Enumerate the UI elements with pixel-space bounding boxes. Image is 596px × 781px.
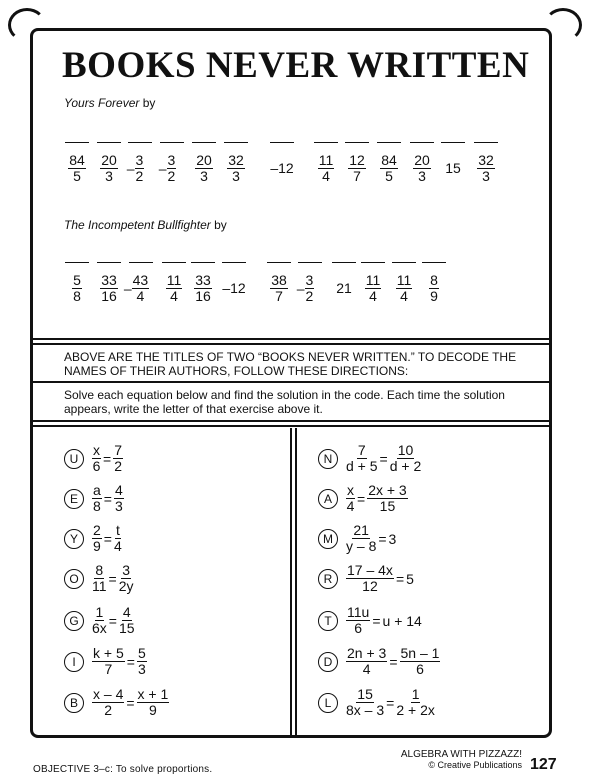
code-fraction-numerator: 84	[381, 152, 397, 168]
code-fraction-numerator: 33	[101, 272, 117, 288]
code-fraction	[365, 273, 382, 304]
exercise-l	[318, 687, 435, 718]
answer-blank[interactable]	[441, 142, 465, 143]
right-fraction	[114, 523, 122, 554]
series-name: ALGEBRA WITH PIZZAZZ!	[400, 749, 522, 760]
code-fraction-denominator: 4	[136, 288, 145, 304]
code-fraction	[429, 273, 439, 304]
code-slot	[190, 262, 216, 304]
exercise-g	[64, 605, 135, 636]
code-fraction-denominator: 4	[170, 288, 178, 304]
right-fraction	[119, 563, 134, 594]
answer-blank[interactable]	[191, 262, 215, 263]
right-value: 3	[388, 530, 397, 547]
left-fraction-denominator: 12	[362, 578, 378, 594]
right-fraction-numerator: 10	[397, 442, 414, 458]
right-fraction-denominator: d + 2	[389, 458, 422, 474]
code-fraction-denominator: 7	[353, 168, 361, 184]
code-fraction-numerator: 84	[69, 152, 85, 168]
answer-blank[interactable]	[361, 262, 385, 263]
page-title: BOOKS NEVER WRITTEN	[62, 45, 530, 86]
code-slot	[161, 262, 187, 304]
exercise-t	[318, 605, 422, 636]
exercise-letter-badge: U	[64, 449, 84, 469]
exercise-letter-badge: O	[64, 569, 84, 589]
right-fraction	[113, 443, 123, 474]
book2-by: by	[214, 218, 227, 232]
code-fraction	[318, 153, 335, 184]
left-fraction-numerator: 8	[95, 562, 104, 578]
code-slot	[440, 142, 466, 176]
equals-sign: =	[108, 612, 117, 629]
answer-blank[interactable]	[192, 142, 216, 143]
left-fraction	[92, 563, 107, 594]
code-fraction	[68, 153, 86, 184]
answer-blank[interactable]	[298, 262, 322, 263]
code-slot	[123, 262, 154, 304]
exercise-letter-badge: B	[64, 693, 84, 713]
answer-blank[interactable]	[332, 262, 356, 263]
code-slot	[409, 142, 435, 184]
equals-sign: =	[357, 490, 366, 507]
left-fraction	[92, 483, 102, 514]
left-fraction	[92, 443, 101, 474]
exercise-letter-badge: I	[64, 652, 84, 672]
code-fraction	[100, 273, 118, 304]
code-slot	[473, 142, 499, 184]
left-fraction-denominator: 6x	[92, 620, 107, 636]
column-divider	[290, 428, 297, 736]
right-fraction-numerator: 2x + 3	[368, 482, 407, 498]
book1-by: by	[142, 96, 156, 110]
left-fraction-denominator: 4	[362, 661, 371, 677]
book2-heading	[64, 218, 227, 232]
exercise-u	[64, 443, 123, 474]
right-fraction-denominator: 3	[114, 498, 123, 514]
exercise-letter-badge: Y	[64, 529, 84, 549]
exercise-a	[318, 483, 408, 514]
right-fraction-numerator: 4	[114, 482, 123, 498]
code-fraction-denominator: 2	[135, 168, 144, 184]
code-fraction-denominator: 3	[418, 168, 426, 184]
exercise-letter-badge: D	[318, 652, 338, 672]
code-fraction-denominator: 3	[200, 168, 208, 184]
left-fraction-numerator: x – 4	[93, 686, 124, 702]
right-fraction	[114, 483, 124, 514]
answer-blank[interactable]	[392, 262, 416, 263]
code-fraction-numerator: 11	[396, 272, 412, 288]
left-fraction-numerator: 17 – 4x	[347, 562, 393, 578]
left-fraction	[92, 605, 107, 636]
right-fraction-denominator: 4	[113, 538, 122, 554]
answer-blank[interactable]	[97, 142, 121, 143]
scroll-ornament-top-left	[8, 8, 46, 42]
exercise-letter-badge: E	[64, 489, 84, 509]
left-fraction-numerator: k + 5	[93, 645, 124, 661]
exercise-letter-badge: R	[318, 569, 338, 589]
equals-sign: =	[395, 570, 405, 587]
minus-sign: –	[123, 280, 132, 297]
left-fraction-denominator: 8	[93, 498, 101, 514]
answer-blank[interactable]	[270, 142, 294, 143]
code-fraction-numerator: 33	[195, 272, 211, 288]
exercise-r	[318, 563, 414, 594]
code-fraction-numerator: 32	[478, 152, 494, 168]
left-fraction-denominator: d + 5	[346, 458, 378, 474]
answer-blank[interactable]	[65, 142, 89, 143]
code-slot	[344, 142, 370, 184]
left-fraction	[346, 523, 376, 554]
code-fraction-numerator: 32	[228, 152, 244, 168]
code-slot	[391, 262, 417, 304]
equals-sign: =	[103, 450, 112, 467]
right-fraction-denominator: 2	[114, 458, 122, 474]
left-fraction-denominator: 6	[354, 620, 363, 636]
equals-sign: =	[378, 530, 387, 547]
code-slot	[376, 142, 402, 184]
answer-blank[interactable]	[129, 262, 153, 263]
answer-blank[interactable]	[65, 262, 89, 263]
code-fraction-numerator: 11	[166, 272, 182, 288]
code-fraction	[413, 153, 431, 184]
code-fraction-numerator: 43	[132, 272, 149, 288]
code-slot	[64, 262, 90, 304]
code-fraction	[72, 273, 82, 304]
right-fraction-denominator: 15	[118, 620, 135, 636]
code-fraction-denominator: 9	[430, 288, 438, 304]
left-fraction-denominator: 11	[92, 578, 107, 594]
left-fraction	[92, 646, 125, 677]
code-fraction	[100, 153, 118, 184]
answer-blank[interactable]	[222, 262, 246, 263]
left-fraction-numerator: 21	[353, 522, 369, 538]
code-fraction	[396, 273, 413, 304]
right-fraction-numerator: 1	[411, 686, 420, 702]
answer-blank[interactable]	[160, 142, 184, 143]
code-fraction-denominator: 4	[400, 288, 408, 304]
code-fraction	[166, 273, 183, 304]
right-fraction	[137, 687, 170, 718]
code-fraction-denominator: 3	[482, 168, 490, 184]
code-value: 21	[336, 280, 352, 296]
answer-blank[interactable]	[377, 142, 401, 143]
left-fraction-numerator: 2	[93, 522, 101, 538]
right-fraction-denominator: 6	[416, 661, 424, 677]
exercise-i	[64, 646, 147, 677]
right-fraction-denominator: 2y	[118, 578, 134, 594]
code-slot	[159, 142, 185, 184]
equals-sign: =	[372, 612, 381, 629]
right-fraction-numerator: t	[115, 522, 120, 538]
left-fraction-denominator: 4	[346, 498, 355, 514]
right-value: u + 14	[382, 612, 422, 629]
minus-sign: –	[296, 280, 305, 297]
left-fraction	[92, 687, 124, 718]
book2-title: The Incompetent Bullfighter	[64, 218, 211, 232]
left-fraction-denominator: 8x – 3	[346, 702, 385, 718]
code-fraction-numerator: 8	[430, 272, 438, 288]
code-slot	[223, 142, 249, 184]
code-fraction	[270, 273, 288, 304]
left-fraction	[346, 483, 355, 514]
right-fraction-numerator: x + 1	[137, 686, 169, 702]
answer-blank[interactable]	[422, 262, 446, 263]
book1-heading	[64, 96, 155, 110]
equals-sign: =	[108, 570, 117, 587]
code-slot	[421, 262, 447, 304]
code-fraction	[348, 153, 366, 184]
code-fraction-numerator: 5	[73, 272, 81, 288]
right-fraction	[400, 646, 441, 677]
exercise-m	[318, 523, 396, 554]
right-fraction	[367, 483, 408, 514]
left-fraction-numerator: 1	[95, 604, 104, 620]
code-slot	[191, 142, 217, 184]
exercise-n	[318, 443, 421, 474]
directions-text: ABOVE ARE THE TITLES OF TWO “BOOKS NEVER WRITTEN.” TO DECODE THE NAMES OF THEIR AUTHORS, FOLLOW THESE DIRECTIONS:	[64, 350, 517, 378]
exercise-o	[64, 563, 134, 594]
code-slot	[331, 262, 357, 296]
code-fraction-denominator: 5	[385, 168, 393, 184]
left-fraction-denominator: 7	[104, 661, 113, 677]
code-fraction-numerator: 3	[167, 152, 176, 168]
code-slot	[64, 142, 90, 184]
code-fraction-denominator: 3	[232, 168, 240, 184]
answer-blank[interactable]	[224, 142, 248, 143]
right-fraction-numerator: 7	[114, 442, 122, 458]
code-fraction	[477, 153, 495, 184]
left-fraction	[346, 687, 384, 718]
equals-sign: =	[126, 694, 135, 711]
left-fraction-denominator: 6	[92, 458, 101, 474]
exercises-divider	[33, 420, 549, 427]
code-fraction-numerator: 20	[196, 152, 212, 168]
exercise-b	[64, 687, 169, 718]
code-fraction-denominator: 2	[167, 168, 176, 184]
answer-blank[interactable]	[267, 262, 291, 263]
equals-sign: =	[379, 450, 388, 467]
answer-blank[interactable]	[314, 142, 338, 143]
right-fraction-numerator: 4	[122, 604, 131, 620]
code-fraction	[135, 153, 145, 184]
code-value: 15	[445, 160, 461, 176]
minus-sign: –	[158, 160, 167, 177]
exercise-letter-badge: A	[318, 489, 338, 509]
code-fraction-numerator: 38	[271, 272, 287, 288]
code-fraction-denominator: 4	[322, 168, 330, 184]
code-slot	[360, 262, 386, 304]
left-fraction-numerator: a	[93, 482, 101, 498]
left-fraction-numerator: 15	[357, 686, 373, 702]
equals-sign: =	[103, 490, 112, 507]
page-number: 127	[530, 756, 557, 773]
left-fraction	[346, 563, 394, 594]
exercise-letter-badge: T	[318, 611, 338, 631]
exercise-letter-badge: N	[318, 449, 338, 469]
code-fraction-denominator: 16	[101, 288, 117, 304]
minus-sign: –	[126, 160, 135, 177]
left-fraction-numerator: x	[93, 442, 100, 458]
code-slot	[269, 142, 295, 176]
equals-sign: =	[386, 694, 395, 711]
exercise-e	[64, 483, 124, 514]
exercise-letter-badge: G	[64, 611, 84, 631]
answer-blank[interactable]	[345, 142, 369, 143]
code-fraction-numerator: 20	[414, 152, 430, 168]
book1-title: Yours Forever	[64, 96, 140, 110]
code-fraction	[227, 153, 245, 184]
code-fraction	[167, 153, 177, 184]
objective-text: OBJECTIVE 3–c: To solve proportions.	[33, 764, 213, 775]
answer-blank[interactable]	[128, 142, 152, 143]
code-fraction-denominator: 7	[275, 288, 283, 304]
right-fraction-denominator: 15	[379, 498, 396, 514]
right-fraction-numerator: 5n – 1	[400, 645, 440, 661]
left-fraction-denominator: 9	[93, 538, 101, 554]
right-fraction	[396, 687, 435, 718]
exercise-y	[64, 523, 122, 554]
code-fraction-denominator: 3	[105, 168, 113, 184]
instructions-text: Solve each equation below and find the solution in the code. Each time the solution appears, write the letter of that exercise above it.	[64, 388, 505, 416]
exercise-letter-badge: L	[318, 693, 338, 713]
right-fraction-numerator: 3	[122, 562, 131, 578]
code-fraction-denominator: 4	[369, 288, 377, 304]
publisher-block	[400, 749, 522, 771]
code-slot	[297, 262, 323, 304]
code-slot	[313, 142, 339, 184]
left-fraction-numerator: 2n + 3	[347, 645, 387, 661]
code-fraction	[132, 273, 150, 304]
answer-blank[interactable]	[474, 142, 498, 143]
code-fraction-denominator: 2	[305, 288, 314, 304]
exercise-letter-badge: M	[318, 529, 338, 549]
left-fraction-numerator: 11u	[347, 604, 370, 620]
code-fraction-numerator: 20	[101, 152, 117, 168]
equals-sign: =	[126, 653, 135, 670]
code-fraction	[194, 273, 212, 304]
left-fraction	[92, 523, 102, 554]
code-fraction-numerator: 3	[135, 152, 144, 168]
left-fraction-denominator: 2	[104, 702, 113, 718]
code-slot	[221, 262, 247, 296]
left-fraction-denominator: y – 8	[346, 538, 377, 554]
section-divider	[33, 338, 549, 345]
equals-sign: =	[389, 653, 398, 670]
code-fraction	[305, 273, 315, 304]
right-fraction	[119, 605, 135, 636]
code-fraction	[380, 153, 398, 184]
code-fraction-numerator: 11	[365, 272, 381, 288]
code-fraction	[195, 153, 213, 184]
code-fraction-denominator: 5	[73, 168, 81, 184]
left-fraction	[346, 443, 378, 474]
code-fraction-numerator: 12	[349, 152, 365, 168]
left-fraction-numerator: 7	[357, 442, 366, 458]
code-fraction-numerator: 3	[305, 272, 314, 288]
code-fraction-denominator: 16	[195, 288, 211, 304]
equals-sign: =	[103, 530, 112, 547]
left-fraction	[346, 605, 370, 636]
left-fraction	[346, 646, 387, 677]
answer-blank[interactable]	[162, 262, 186, 263]
exercise-d	[318, 646, 440, 677]
right-value: 5	[406, 570, 414, 587]
right-fraction-numerator: 5	[137, 645, 146, 661]
right-fraction-denominator: 3	[137, 661, 146, 677]
answer-blank[interactable]	[410, 142, 434, 143]
code-value: –12	[222, 280, 246, 296]
right-fraction-denominator: 2 + 2x	[396, 702, 435, 718]
code-fraction-numerator: 11	[318, 152, 334, 168]
code-value: –12	[270, 160, 294, 176]
right-fraction-denominator: 9	[149, 702, 157, 718]
left-fraction-numerator: x	[347, 482, 354, 498]
code-fraction-denominator: 8	[73, 288, 81, 304]
right-fraction	[137, 646, 147, 677]
right-fraction	[390, 443, 422, 474]
directions-divider	[33, 381, 549, 383]
answer-blank[interactable]	[97, 262, 121, 263]
publisher-name: © Creative Publications	[428, 760, 522, 770]
scroll-ornament-top-right	[544, 8, 582, 42]
